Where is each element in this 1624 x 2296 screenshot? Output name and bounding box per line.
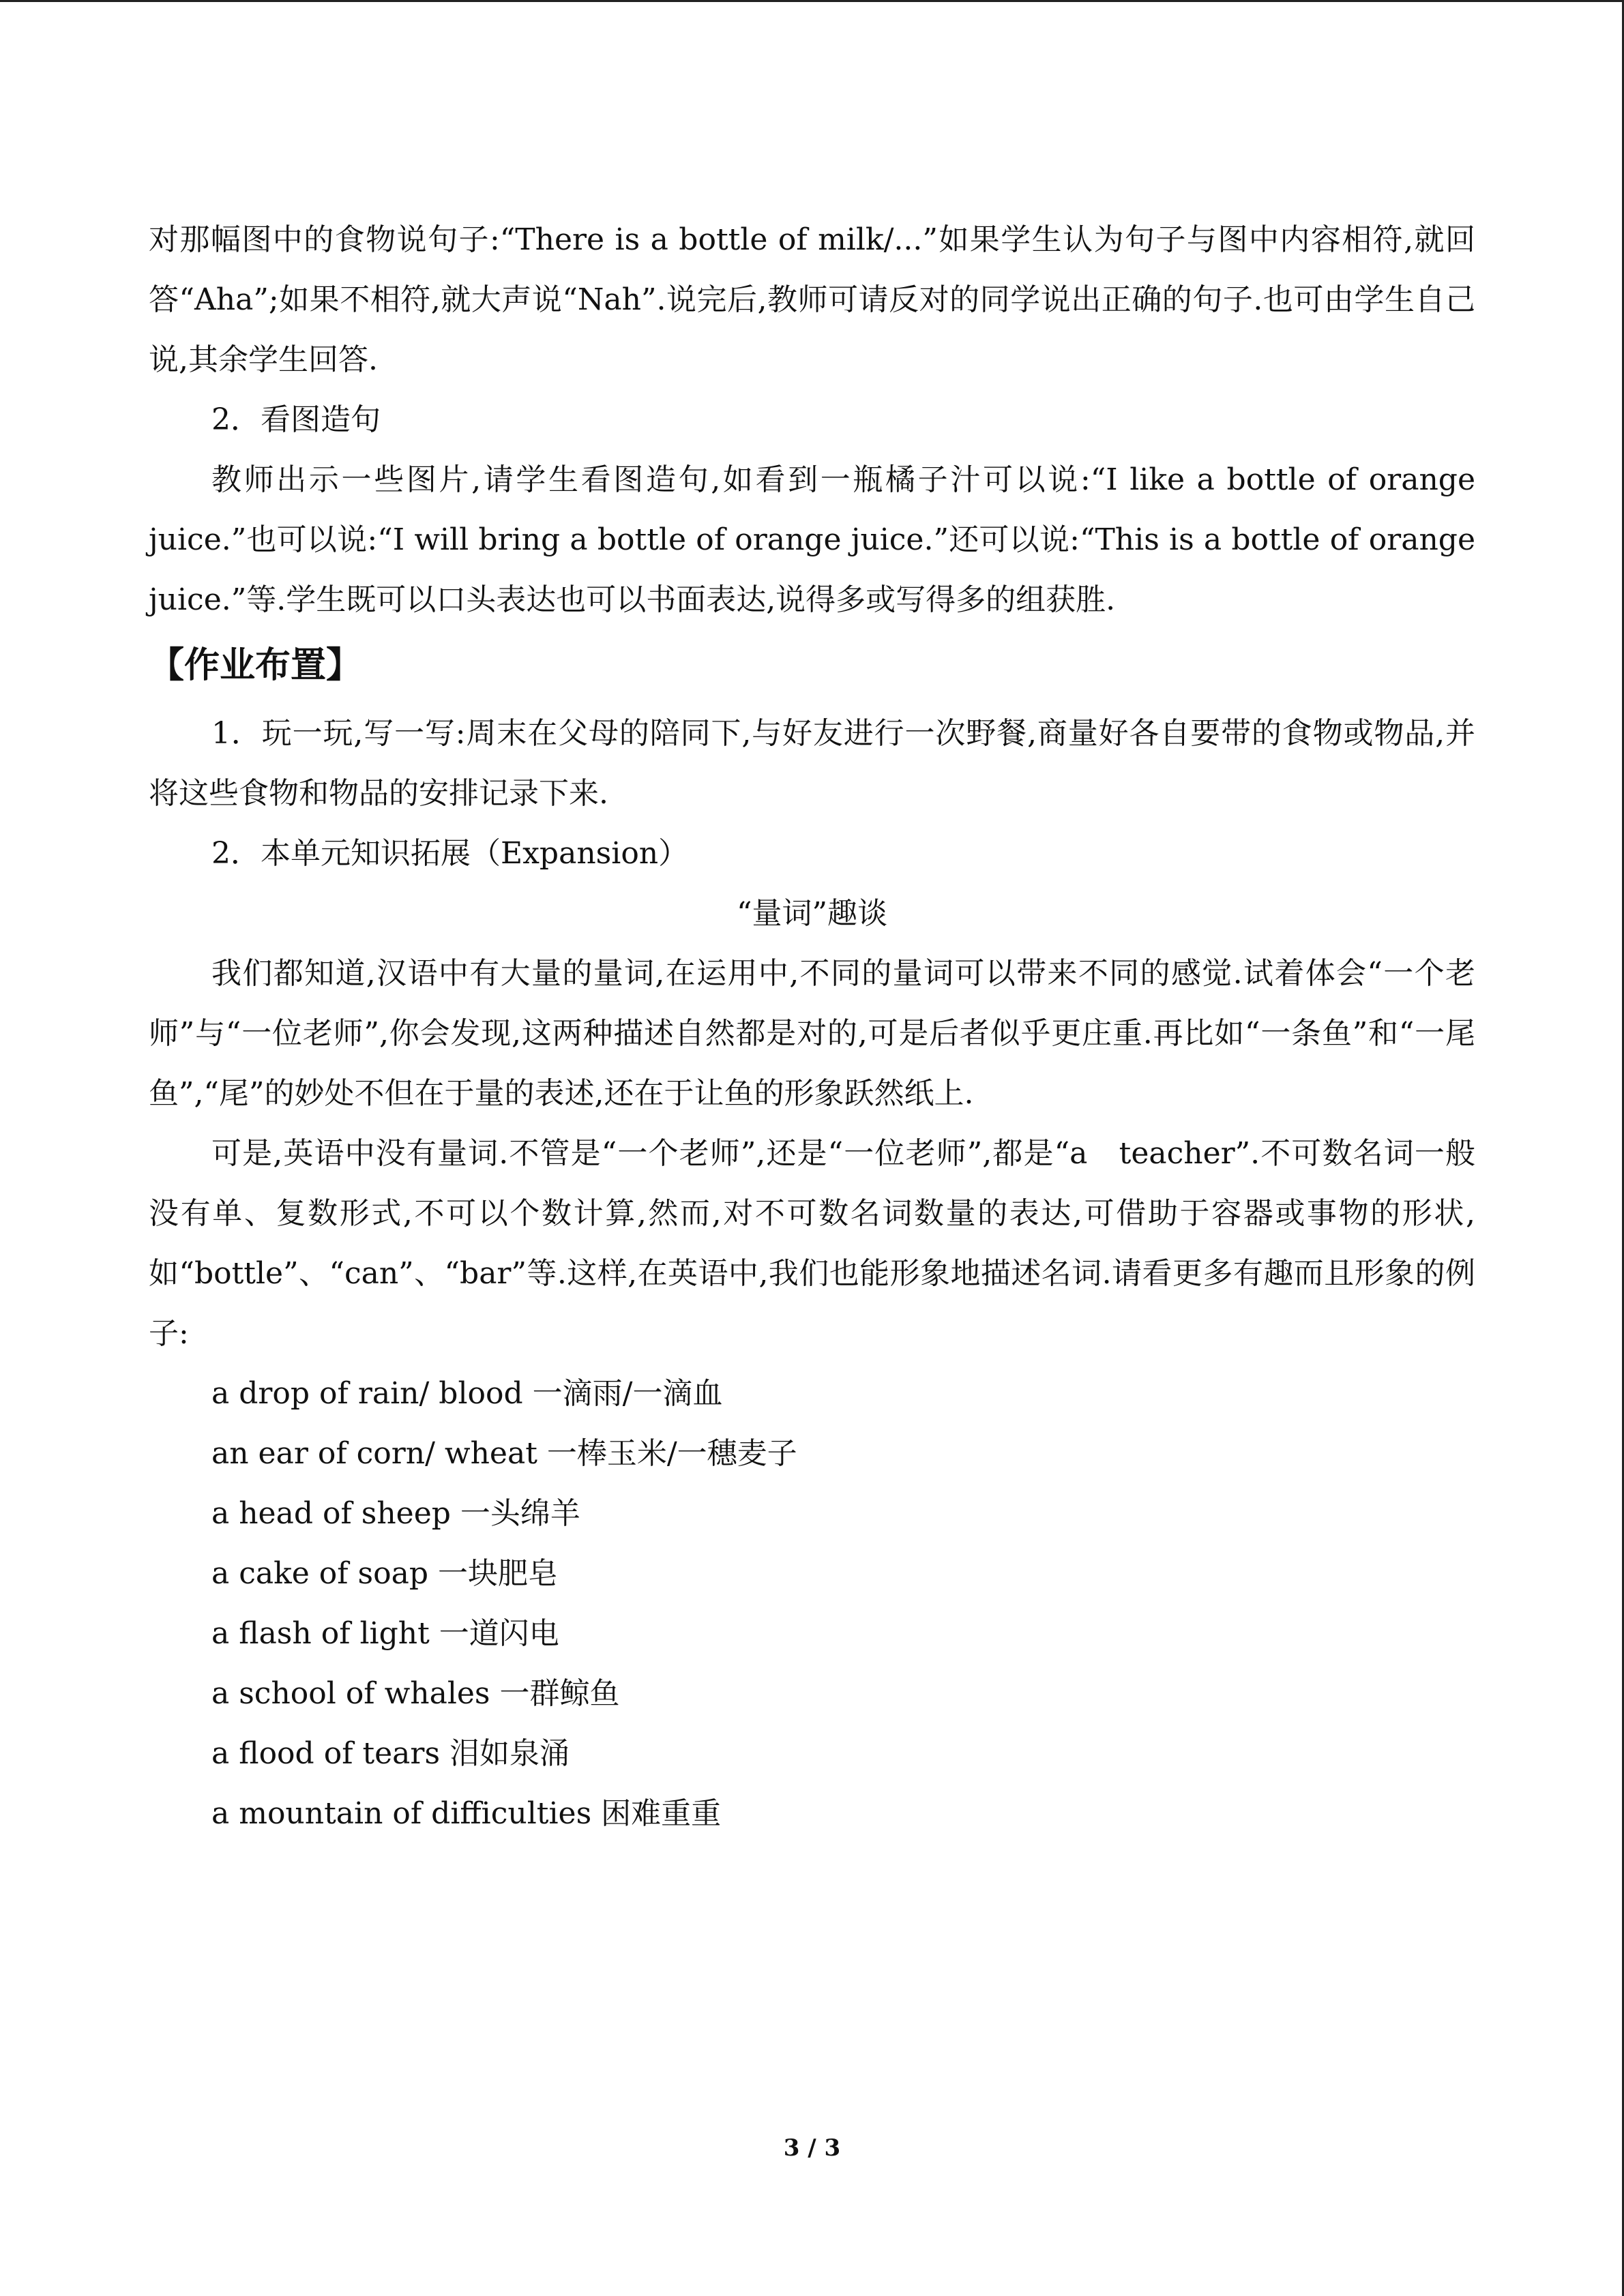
example-item: a mountain of difficulties 困难重重 [211, 1796, 722, 1831]
activity-paragraph-2: 教师出示一些图片,请学生看图造句,如看到一瓶橘子汁可以说:“I like a bottle of orange juice.”也可以说:“I will bring a bottle of orange juice.”还可以说:“This is a bottle of orange juice.”等.学生既可以口头表达也可以书面表达,说得多或写得多的组获胜. [149, 462, 1475, 617]
example-item: a school of whales 一群鲸鱼 [211, 1676, 620, 1711]
example-item: a head of sheep 一头绵羊 [211, 1496, 580, 1531]
homework-item-2: 2．本单元知识拓展（Expansion） [211, 836, 689, 871]
expansion-paragraph-2: 可是,英语中没有量词.不管是“一个老师”,还是“一位老师”,都是“a teacher”.不可数名词一般没有单、复数形式,不可以个数计算,然而,对不可数名词数量的表达,可借助于容器或事物的形状,如“bottle”、“can”、“bar”等.这样,在英语中,我们也能形象地描述名词.请看更多有趣而且形象的例子: [149, 1136, 1475, 1351]
homework-item-1: 1．玩一玩,写一写:周末在父母的陪同下,与好友进行一次野餐,商量好各自要带的食物或物品,并将这些食物和物品的安排记录下来. [149, 716, 1475, 811]
activity-paragraph-1: 对那幅图中的食物说句子:“There is a bottle of milk/...”如果学生认为句子与图中内容相符,就回答“Aha”;如果不相符,就大声说“Nah”.说完后,教师可请反对的同学说出正确的句子.也可由学生自己说,其余学生回答. [149, 222, 1475, 377]
example-item: a flash of light 一道闪电 [211, 1616, 559, 1651]
example-item: an ear of corn/ wheat 一棒玉米/一穗麦子 [211, 1436, 797, 1471]
homework-heading: 【作业布置】 [149, 645, 362, 686]
expansion-paragraph-1: 我们都知道,汉语中有大量的量词,在运用中,不同的量词可以带来不同的感觉.试着体会“一个老师”与“一位老师”,你会发现,这两种描述自然都是对的,可是后者似乎更庄重.再比如“一条鱼”和“一尾鱼”,“尾”的妙处不但在于量的表述,还在于让鱼的形象跃然纸上. [149, 956, 1475, 1111]
example-item: a flood of tears 泪如泉涌 [211, 1736, 570, 1771]
expansion-title: “量词”趣谈 [737, 896, 887, 931]
page-border-top [0, 0, 1624, 2]
document-page [149, 210, 1475, 1844]
activity-item-2-label: 2．看图造句 [211, 402, 381, 437]
example-item: a cake of soap 一块肥皂 [211, 1556, 558, 1591]
page-number: 3 / 3 [783, 2134, 841, 2162]
example-item: a drop of rain/ blood 一滴雨/一滴血 [211, 1376, 723, 1411]
